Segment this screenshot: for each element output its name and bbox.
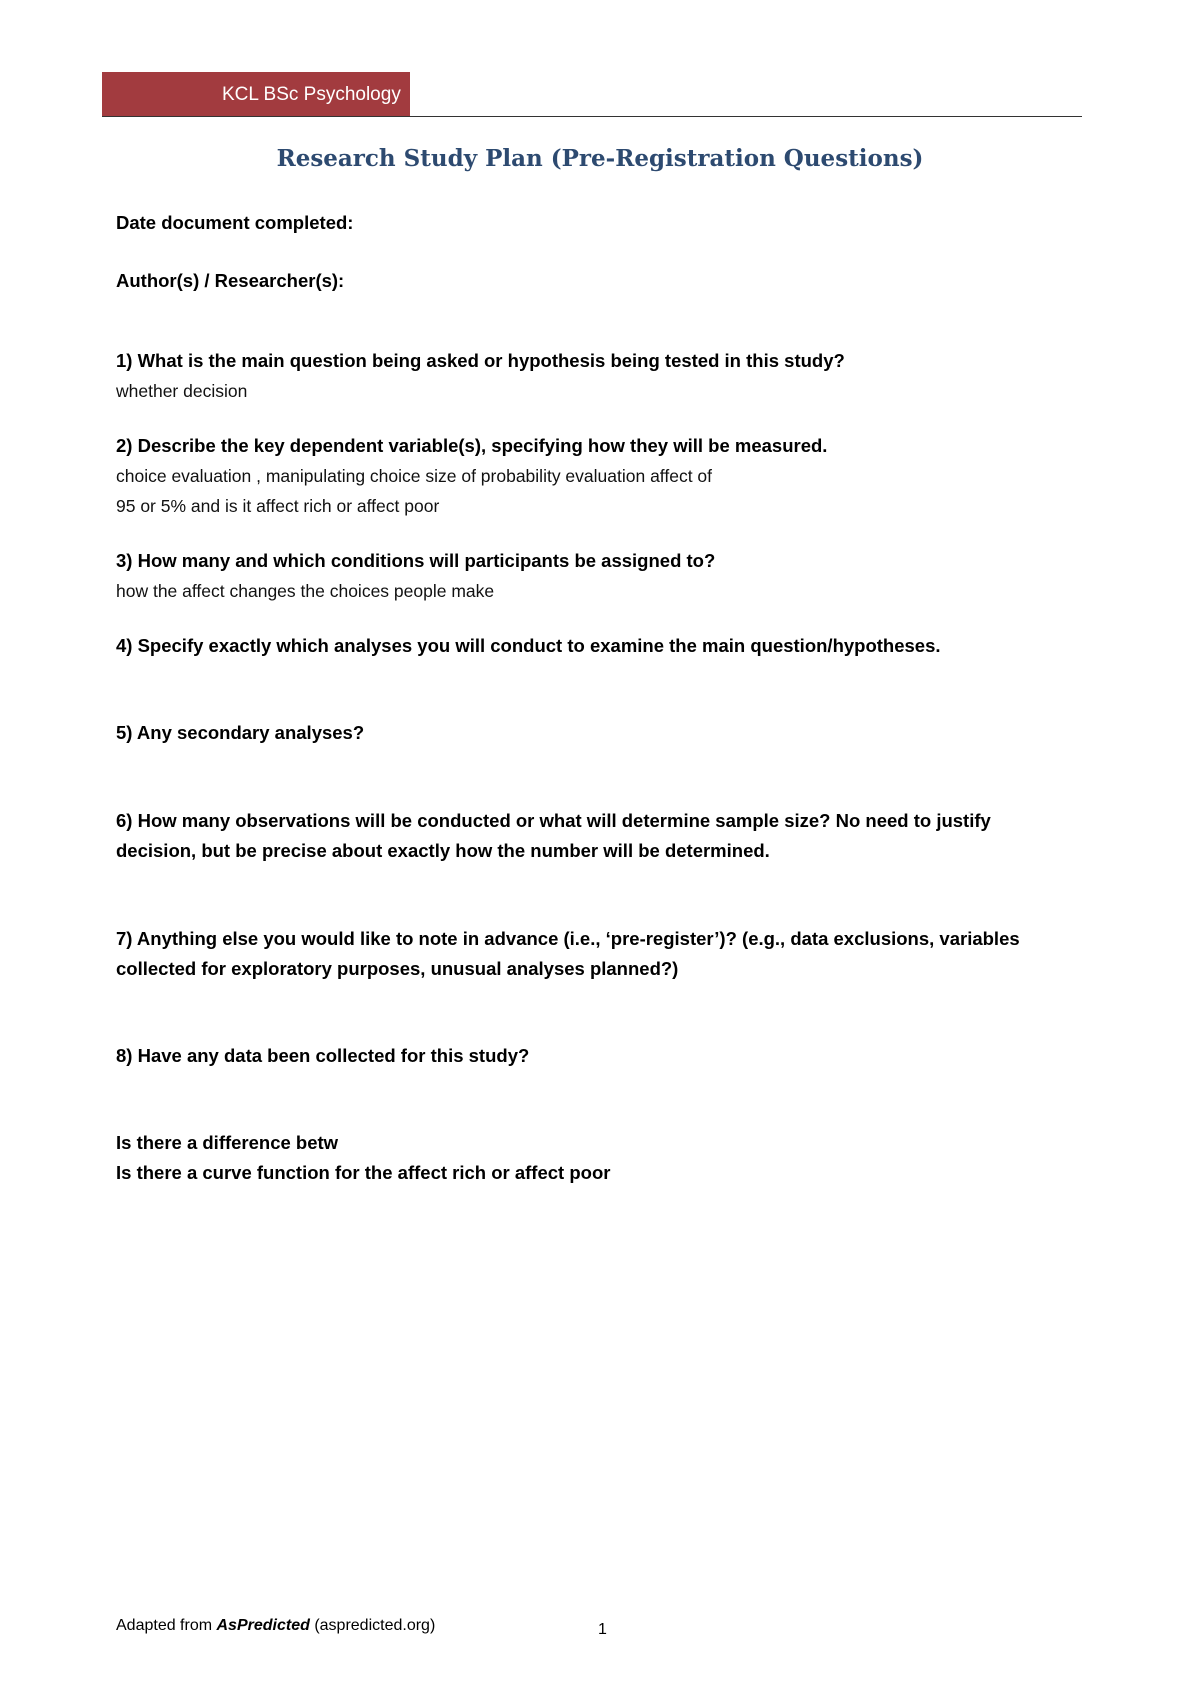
note-line-2: Is there a curve function for the affect rich or affect poor xyxy=(116,1162,611,1183)
date-completed-label: Date document completed: xyxy=(116,212,354,233)
header-rule xyxy=(102,116,1082,117)
header-band xyxy=(102,72,410,117)
document-title: Research Study Plan (Pre-Registration Questions) xyxy=(276,145,924,172)
authors-label: Author(s) / Researcher(s): xyxy=(116,270,345,291)
document-body xyxy=(116,208,1076,1188)
footer-attribution xyxy=(116,1617,435,1635)
question-6: 6) How many observations will be conducted or what will determine sample size? No need to justify decision, but be precise about exactly how the number will be determined. xyxy=(116,810,991,861)
answer-3-line-1: how the affect changes the choices people make xyxy=(116,581,495,601)
note-line-1: Is there a difference betw xyxy=(116,1132,339,1153)
question-5: 5) Any secondary analyses? xyxy=(116,722,365,743)
question-2: 2) Describe the key dependent variable(s), specifying how they will be measured. xyxy=(116,435,828,456)
answer-2-line-2: 95 or 5% and is it affect rich or affect poor xyxy=(116,496,440,516)
footer-suffix: (aspredicted.org) xyxy=(309,1617,436,1634)
question-8: 8) Have any data been collected for this study? xyxy=(116,1045,530,1066)
page-number: 1 xyxy=(598,1621,607,1638)
answer-2-line-1: choice evaluation , manipulating choice size of probability evaluation affect of xyxy=(116,466,713,486)
footer-prefix: Adapted from xyxy=(116,1617,217,1634)
header-label: KCL BSc Psychology xyxy=(222,84,401,105)
question-4: 4) Specify exactly which analyses you will conduct to examine the main question/hypotheses. xyxy=(116,635,941,656)
answer-1-line-1: whether decision xyxy=(116,381,248,401)
question-7: 7) Anything else you would like to note in advance (i.e., ‘pre-register’)? (e.g., data exclusions, variables collected for exploratory purposes, unusual analyses planned?) xyxy=(116,928,1020,979)
question-1: 1) What is the main question being asked or hypothesis being tested in this study? xyxy=(116,350,845,371)
footer-brand: AsPredicted xyxy=(216,1617,310,1634)
question-3: 3) How many and which conditions will participants be assigned to? xyxy=(116,550,716,571)
